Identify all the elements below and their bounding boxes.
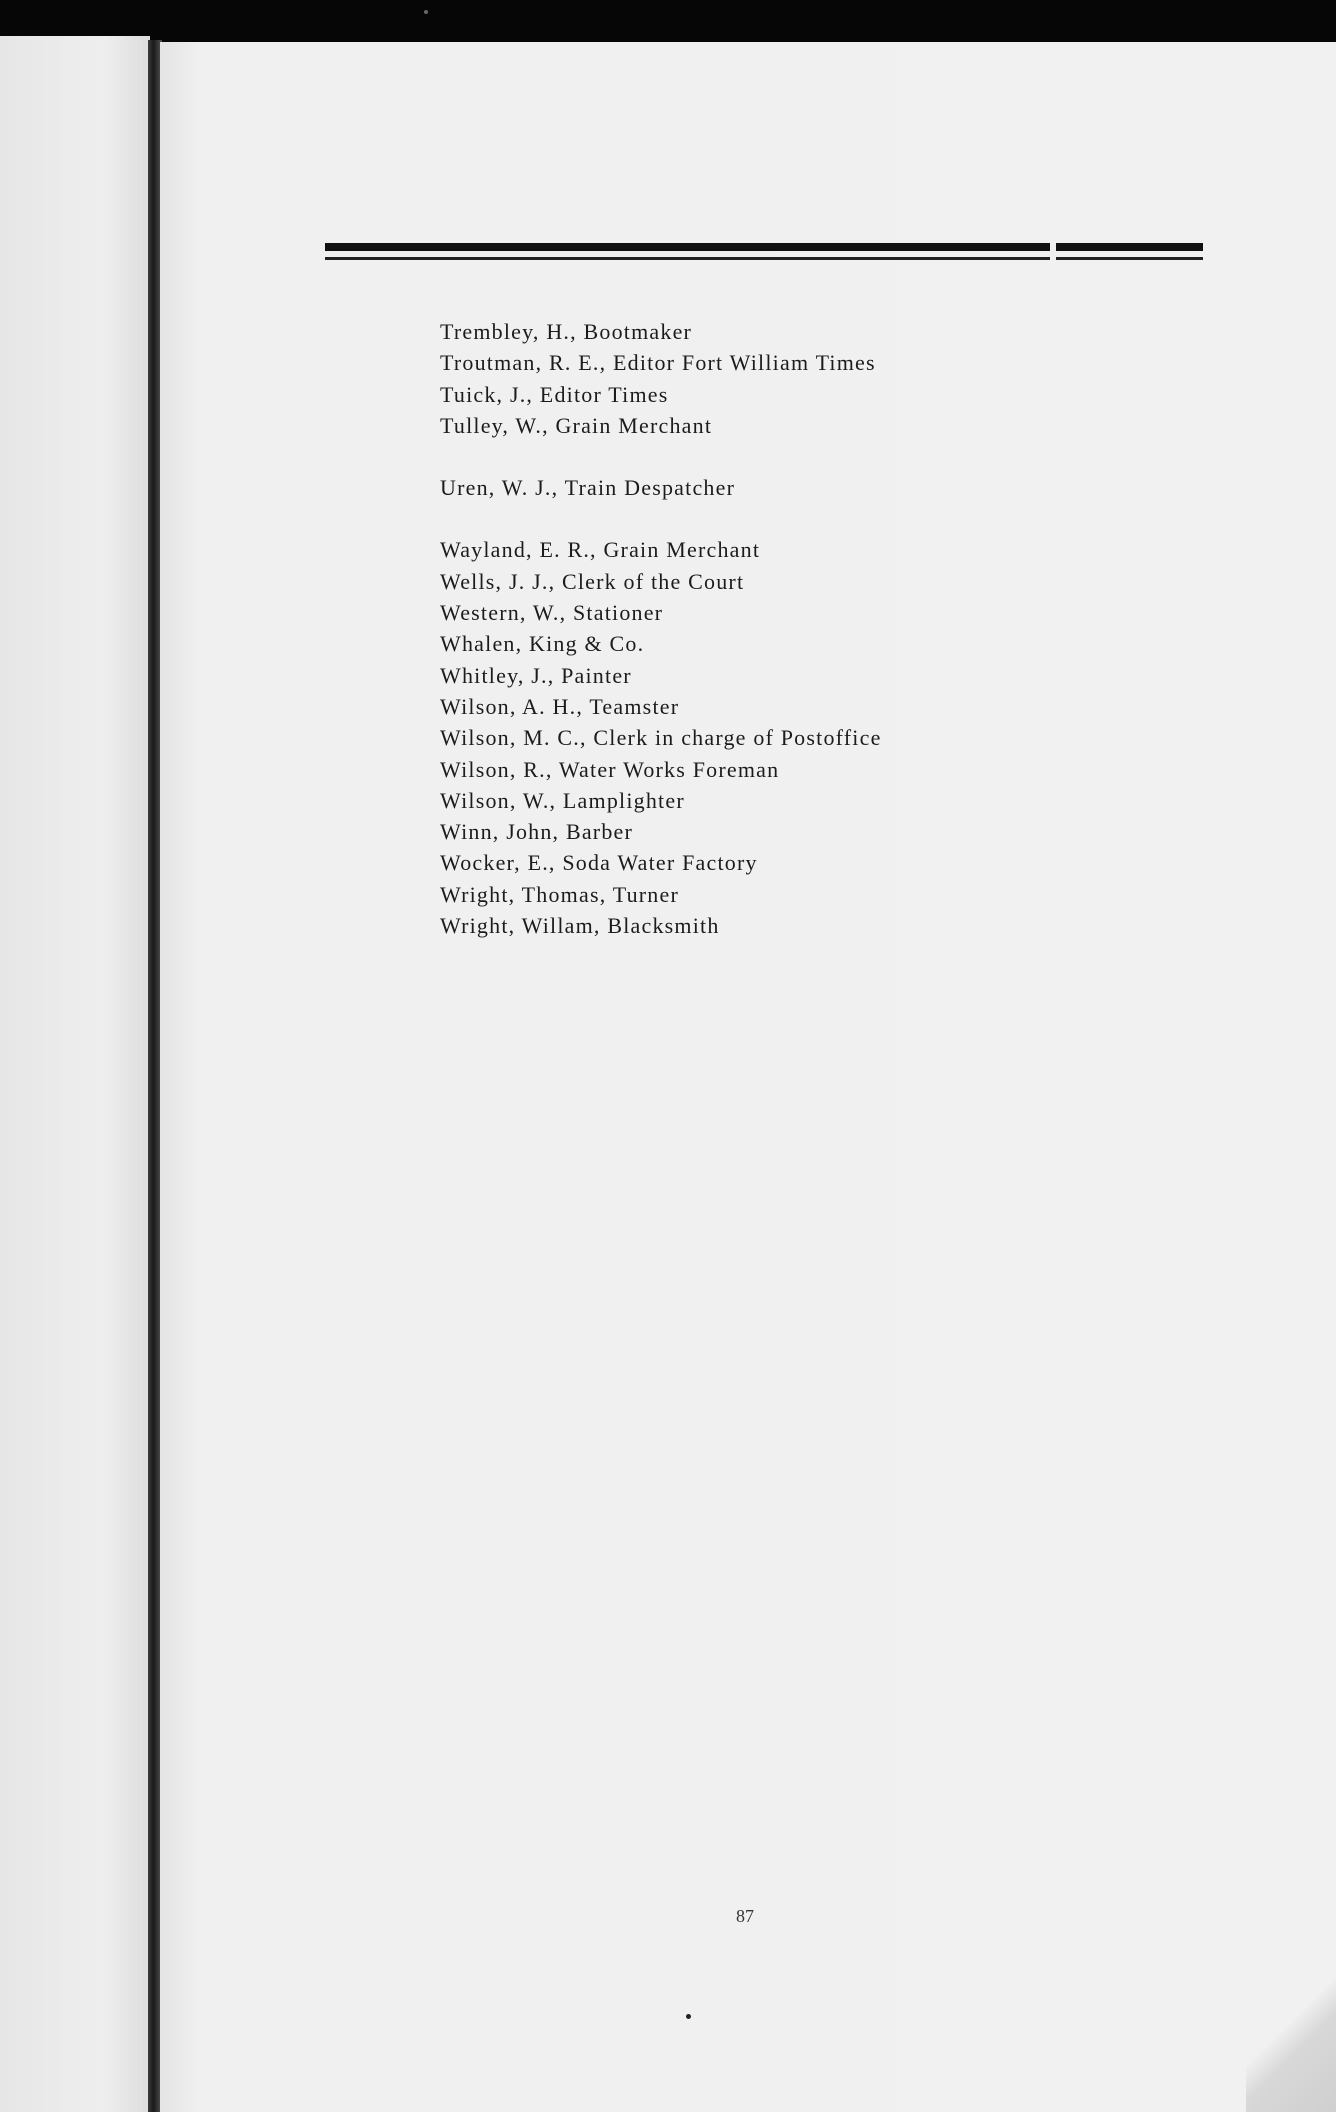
directory-entry: Western, W., Stationer <box>440 600 664 626</box>
directory-entry: Wilson, R., Water Works Foreman <box>440 756 780 782</box>
directory-entry: Wayland, E. R., Grain Merchant <box>440 537 761 563</box>
directory-entry: Wells, J. J., Clerk of the Court <box>440 568 745 594</box>
page-corner-shadow <box>1246 1952 1336 2112</box>
directory-entry: Wright, Thomas, Turner <box>440 881 679 907</box>
directory-entry: Uren, W. J., Train Despatcher <box>440 475 736 501</box>
directory-entry: Troutman, R. E., Editor Fort William Times <box>440 350 876 376</box>
directory-entry: Whitley, J., Painter <box>440 662 632 688</box>
ink-speck <box>424 10 428 14</box>
directory-listing <box>440 316 1140 941</box>
directory-entry: Whalen, King & Co. <box>440 631 645 657</box>
directory-entry: Tulley, W., Grain Merchant <box>440 412 713 438</box>
page-number: 87 <box>736 1906 754 1926</box>
directory-entry: Tuick, J., Editor Times <box>440 381 669 407</box>
directory-entry: Winn, John, Barber <box>440 819 634 845</box>
directory-entry: Wilson, A. H., Teamster <box>440 693 680 719</box>
header-rule-thick <box>325 243 1203 251</box>
facing-page-edge <box>0 36 150 2112</box>
header-rule-thin <box>325 257 1203 260</box>
ink-speck <box>686 2014 691 2019</box>
directory-entry: Wocker, E., Soda Water Factory <box>440 850 758 876</box>
scan-top-border <box>0 0 1336 42</box>
header-rule-break <box>1050 243 1056 260</box>
directory-entry: Wilson, M. C., Clerk in charge of Postoffice <box>440 725 882 751</box>
directory-entry: Wright, Willam, Blacksmith <box>440 913 720 939</box>
directory-entry: Wilson, W., Lamplighter <box>440 787 685 813</box>
directory-entry: Trembley, H., Bootmaker <box>440 319 693 344</box>
